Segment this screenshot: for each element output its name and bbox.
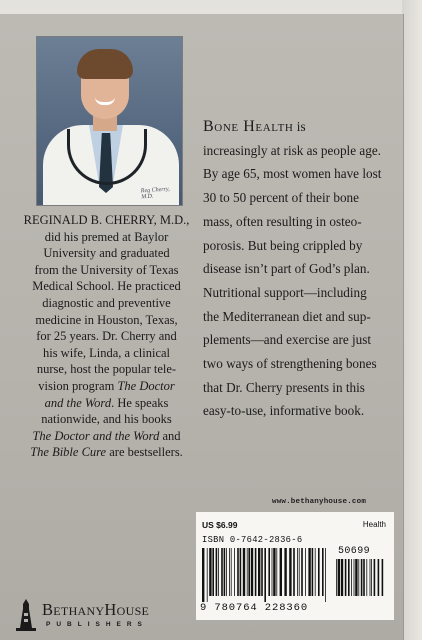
description-line: plements—and exercise are just (203, 332, 372, 348)
hair (77, 49, 133, 79)
barcode-bar (216, 548, 218, 596)
bio-line: diagnostic and preventive (42, 295, 171, 310)
barcode-bar (248, 548, 250, 596)
category: Health (362, 520, 386, 529)
author-bio (18, 212, 195, 461)
barcode-bar (268, 548, 270, 596)
barcode-bar (370, 559, 371, 596)
barcode-bar (240, 548, 242, 596)
description-line: easy-to-use, informative book. (203, 403, 365, 419)
barcode-bar (299, 548, 300, 596)
description-line: By age 65, most women have lost (203, 166, 382, 182)
addon-barcode (336, 559, 384, 602)
publisher-name: BethanyHouse (42, 600, 150, 619)
bio-line (18, 428, 195, 445)
barcode-bar (224, 548, 226, 596)
description-line: two ways of strengthening bones (203, 356, 377, 372)
description-line: porosis. But being crippled by (203, 237, 363, 253)
barcode-bar (301, 548, 303, 596)
author-photo (36, 36, 183, 206)
barcode-bar (284, 548, 286, 596)
barcode-bar (251, 548, 253, 596)
description-line: mass, often resulting in osteo- (203, 213, 362, 229)
barcode-bar (336, 559, 337, 596)
barcode-bar (374, 559, 376, 596)
bio-line: nationwide, and his books (41, 412, 172, 427)
publisher-logo (10, 596, 180, 640)
barcode-bar (345, 559, 347, 596)
barcode-bar (237, 548, 239, 596)
barcode-bar (247, 548, 248, 596)
description-line: that Dr. Cherry presents in this (203, 379, 365, 395)
barcode-bar (243, 548, 245, 596)
barcode-bar (355, 559, 357, 596)
bio-title-text: The Doctor and the Word (32, 428, 160, 443)
bio-text: and (159, 428, 181, 443)
barcode-bar (234, 548, 235, 596)
bio-line (18, 395, 195, 412)
bio-line: did his premed at Baylor (44, 229, 169, 244)
barcode-bar (318, 548, 320, 596)
barcode-bar (264, 548, 266, 602)
bio-title-text: The Doctor (117, 378, 175, 393)
barcode-bar (218, 548, 219, 596)
barcode-bar (325, 548, 326, 602)
bio-line: his wife, Linda, a clinical (42, 345, 171, 360)
barcode-bar (378, 559, 380, 596)
barcode-bar (305, 548, 306, 596)
barcode-bar (338, 559, 340, 596)
barcode-bar (289, 548, 291, 596)
bio-line: University and graduated (43, 246, 170, 261)
bio-line (18, 378, 195, 395)
ean-barcode (202, 548, 328, 602)
bio-title-text: and the Word (44, 395, 112, 410)
barcode-label (196, 512, 394, 620)
barcode-bar (207, 548, 208, 602)
barcode-bar (371, 559, 372, 596)
barcode-bar (261, 548, 263, 596)
background-edge (402, 0, 422, 640)
barcode-bar (212, 548, 214, 596)
barcode-bar (358, 559, 359, 596)
barcode-bar (361, 559, 363, 596)
barcode-bar (202, 548, 204, 602)
barcode-bar (297, 548, 298, 596)
book-description (203, 115, 389, 423)
barcode-bar (363, 559, 365, 596)
description-heading: Bone Health (203, 118, 294, 135)
barcode-bar (226, 548, 227, 596)
barcode-bar (209, 548, 211, 596)
description-line: 30 to 50 percent of their bone (203, 190, 360, 206)
description-line: the Mediterranean diet and sup- (203, 308, 371, 324)
barcode-bar (276, 548, 277, 596)
barcode-bar (351, 559, 352, 596)
barcode-bar (366, 559, 367, 596)
description-heading-line (203, 115, 389, 139)
barcode-bar (354, 559, 355, 596)
description-line: increasingly at risk as people age. (203, 142, 381, 158)
barcode-bar (322, 548, 324, 596)
barcode-bar (382, 559, 384, 596)
book-back-cover (0, 14, 404, 640)
barcode-bar (255, 548, 257, 596)
bio-line: for 25 years. Dr. Cherry and (36, 329, 177, 344)
barcode-bar (258, 548, 260, 596)
publisher-website: www.bethanyhouse.com (272, 498, 367, 506)
barcode-bar (308, 548, 310, 596)
bio-line (18, 444, 195, 461)
barcode-bar (341, 559, 343, 596)
barcode-bar (273, 548, 275, 596)
bio-line: REGINALD B. CHERRY, M.D., (23, 213, 190, 227)
bio-text: vision program (38, 378, 118, 393)
bio-title-text: The Bible Cure (30, 445, 107, 460)
bio-text: are bestsellers. (106, 445, 183, 460)
isbn: ISBN 0-7642-2836-6 (202, 535, 303, 545)
barcode-bar (348, 559, 350, 596)
bio-line: nurse, host the popular tele- (36, 362, 177, 377)
barcode-bar (231, 548, 232, 596)
barcode-bar (280, 548, 282, 596)
barcode-bar (229, 548, 230, 596)
barcode-bar (315, 548, 316, 596)
description-line: disease isn’t part of God’s plan. (203, 261, 370, 277)
bio-line: from the University of Texas (34, 262, 179, 277)
ean-number: 9 780764 228360 (200, 602, 309, 614)
barcode-bar (221, 548, 223, 596)
barcode-bar (293, 548, 295, 596)
price: US $6.99 (202, 520, 238, 530)
bio-text: . He speaks (111, 395, 169, 410)
description-line: Nutritional support—including (203, 284, 367, 300)
barcode-bar (272, 548, 273, 596)
photo-signature: Reg Cherry, M.D. (140, 186, 170, 201)
barcode-addon-number: 50699 (338, 546, 371, 557)
publisher-subtitle: PUBLISHERS (46, 621, 148, 628)
bio-line: medicine in Houston, Texas, (35, 312, 178, 327)
lighthouse-icon (14, 598, 38, 632)
bio-line: Medical School. He practiced (32, 279, 181, 294)
barcode-bar (312, 548, 314, 596)
description-heading-tail: is (293, 119, 306, 134)
